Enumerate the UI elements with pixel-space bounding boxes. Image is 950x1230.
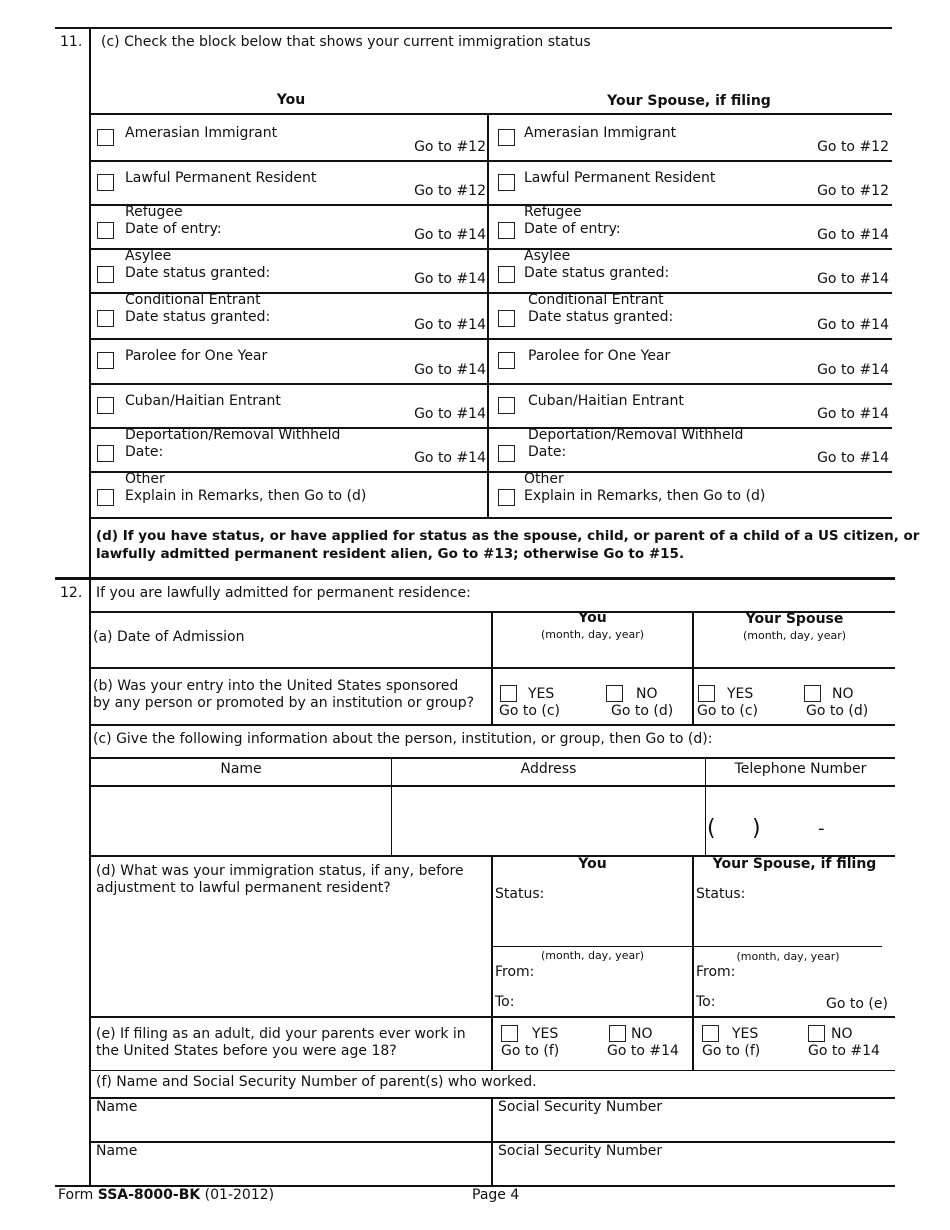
q12-number: 12. (60, 585, 83, 601)
status-option-label: Cuban/Haitian Entrant (528, 393, 684, 409)
q12b-you-no-label: NO (636, 686, 658, 702)
status-option-label: Asylee (125, 248, 172, 264)
col-header-you: You (276, 92, 306, 108)
q12b-you-yes-goto: Go to (c) (499, 703, 560, 719)
status-option-goto: Go to #12 (817, 139, 889, 155)
q11c-instruction: (c) Check the block below that shows your current immigration status (101, 34, 591, 50)
status-option-you-1[interactable] (91, 160, 487, 204)
status-option-goto: Go to #14 (414, 406, 486, 422)
q12a-you-hint: (month, day, year) (540, 628, 645, 641)
status-option-label: Deportation/Removal Withheld (528, 427, 744, 443)
status-option-you-5[interactable] (91, 338, 487, 383)
status-option-sublabel: Date of entry: (125, 221, 222, 237)
status-checkbox-spouse-5[interactable] (498, 352, 515, 369)
q12d-you-from-label: From: (495, 964, 535, 980)
q12b-spouse-no-goto: Go to (d) (806, 703, 869, 719)
status-option-goto: Go to #12 (817, 183, 889, 199)
page-number: Page 4 (472, 1187, 520, 1203)
q12d-goto-e: Go to (e) (826, 996, 888, 1012)
status-option-sublabel: Explain in Remarks, then Go to (d) (125, 488, 367, 504)
status-option-label: Amerasian Immigrant (125, 125, 278, 141)
q12b-spouse-yes-label: YES (727, 686, 754, 702)
q12b-you-yes-label: YES (528, 686, 555, 702)
q12d-line1: (d) What was your immigration status, if any, before (96, 863, 464, 879)
q12c-label: (c) Give the following information about the person, institution, or group, then Go to (d): (93, 731, 713, 747)
q12f-ssn1-field[interactable] (494, 1116, 894, 1140)
status-option-goto: Go to #14 (414, 450, 486, 466)
status-option-label: Parolee for One Year (528, 348, 671, 364)
q12d-spouse-from-label: From: (696, 964, 736, 980)
q12e-spouse-no-checkbox[interactable] (808, 1025, 825, 1042)
status-checkbox-spouse-0[interactable] (498, 129, 515, 146)
status-option-label: Deportation/Removal Withheld (125, 427, 341, 443)
q12b-you-no-checkbox[interactable] (606, 685, 623, 702)
status-option-spouse-1[interactable] (489, 160, 892, 204)
q12-intro: If you are lawfully admitted for permanent residence: (96, 585, 471, 601)
q12e-you-no-checkbox[interactable] (609, 1025, 626, 1042)
q12e-spouse-no-label: NO (831, 1026, 853, 1042)
q11d-line2: lawfully admitted permanent resident alien, Go to #13; otherwise Go to #15. (96, 546, 685, 562)
status-option-goto: Go to #14 (414, 317, 486, 333)
status-option-you-4[interactable] (91, 292, 487, 338)
status-option-sublabel: Date status granted: (125, 265, 271, 281)
status-option-you-7[interactable] (91, 427, 487, 471)
status-option-goto: Go to #14 (817, 450, 889, 466)
q12d-spouse-date-hint: (month, day, year) (736, 950, 840, 963)
q12d-you-to-label: To: (495, 994, 515, 1010)
status-option-spouse-6[interactable] (489, 383, 892, 427)
q12c-address-field[interactable] (393, 787, 704, 855)
status-checkbox-you-6[interactable] (97, 397, 114, 414)
q12b-spouse-yes-checkbox[interactable] (698, 685, 715, 702)
q12a-you-date-field[interactable] (493, 645, 692, 667)
status-checkbox-spouse-4[interactable] (498, 310, 515, 327)
status-option-label: Other (524, 471, 564, 487)
q12a-spouse-hint: (month, day, year) (742, 629, 847, 642)
q12f-name2-label: Name (96, 1143, 138, 1159)
q12d-spouse-header: Your Spouse, if filing (712, 856, 877, 872)
status-option-spouse-8[interactable] (489, 471, 892, 517)
status-option-label: Lawful Permanent Resident (125, 170, 317, 186)
q12d-you-from-field[interactable] (540, 962, 690, 982)
q12c-col-address: Address (520, 761, 577, 777)
status-option-spouse-3[interactable] (489, 248, 892, 292)
status-option-goto: Go to #12 (414, 183, 486, 199)
status-checkbox-spouse-1[interactable] (498, 174, 515, 191)
phone-open-paren: ( (707, 816, 716, 841)
status-option-you-8[interactable] (91, 471, 487, 517)
status-option-sublabel: Date status granted: (528, 309, 674, 325)
q12d-spouse-to-field[interactable] (720, 992, 820, 1012)
q12a-spouse-date-field[interactable] (694, 645, 895, 667)
status-option-spouse-4[interactable] (489, 292, 892, 338)
q12e-line1: (e) If filing as an adult, did your parents ever work in (96, 1026, 466, 1042)
q12b-spouse-no-checkbox[interactable] (804, 685, 821, 702)
status-checkbox-you-1[interactable] (97, 174, 114, 191)
q12e-spouse-yes-goto: Go to (f) (702, 1043, 761, 1059)
phone-close-paren: ) (752, 816, 761, 841)
status-option-goto: Go to #14 (817, 406, 889, 422)
q12c-name-field[interactable] (92, 787, 390, 855)
q12b-line2: by any person or promoted by an institution or group? (93, 695, 475, 711)
q12c-col-name: Name (220, 761, 262, 777)
q12f-name1-field[interactable] (92, 1116, 490, 1140)
status-option-label: Lawful Permanent Resident (524, 170, 716, 186)
form-footer (58, 1187, 274, 1204)
status-option-label: Other (125, 471, 165, 487)
status-checkbox-you-7[interactable] (97, 445, 114, 462)
q12f-ssn2-field[interactable] (494, 1160, 894, 1184)
q12e-you-yes-label: YES (532, 1026, 559, 1042)
status-option-sublabel: Explain in Remarks, then Go to (d) (524, 488, 766, 504)
form-id: SSA-8000-BK (97, 1187, 201, 1203)
status-option-label: Asylee (524, 248, 571, 264)
q12b-you-no-goto: Go to (d) (611, 703, 674, 719)
q12a-label: (a) Date of Admission (93, 629, 245, 645)
status-option-sublabel: Date status granted: (524, 265, 670, 281)
form-date: (01-2012) (204, 1187, 275, 1203)
status-checkbox-spouse-2[interactable] (498, 222, 515, 239)
status-option-you-3[interactable] (91, 248, 487, 292)
status-option-goto: Go to #14 (817, 362, 889, 378)
q12d-you-to-field[interactable] (520, 992, 690, 1012)
status-option-sublabel: Date of entry: (524, 221, 621, 237)
q12a-you-header: You (578, 610, 607, 626)
status-option-spouse-5[interactable] (489, 338, 892, 383)
form-prefix: Form (58, 1187, 94, 1203)
status-checkbox-you-4[interactable] (97, 310, 114, 327)
q12d-you-status-field[interactable] (550, 880, 690, 940)
status-option-goto: Go to #14 (817, 317, 889, 333)
q12e-line2: the United States before you were age 18? (96, 1043, 397, 1059)
status-option-goto: Go to #14 (414, 271, 486, 287)
status-option-spouse-2[interactable] (489, 204, 892, 248)
q11-number: 11. (60, 34, 83, 50)
q12d-spouse-to-label: To: (696, 994, 716, 1010)
q12d-you-status-label: Status: (495, 886, 545, 902)
status-checkbox-you-8[interactable] (97, 489, 114, 506)
q12f-ssn1-label: Social Security Number (498, 1099, 663, 1115)
status-option-label: Amerasian Immigrant (524, 125, 677, 141)
status-option-sublabel: Date: (528, 444, 567, 460)
q12e-you-yes-goto: Go to (f) (501, 1043, 560, 1059)
q12e-you-no-goto: Go to #14 (607, 1043, 679, 1059)
q12c-col-phone: Telephone Number (734, 761, 867, 777)
q12e-you-yes-checkbox[interactable] (501, 1025, 518, 1042)
q12d-you-date-hint: (month, day, year) (540, 949, 645, 962)
q12e-spouse-yes-label: YES (732, 1026, 759, 1042)
status-option-label: Refugee (524, 204, 582, 220)
status-checkbox-you-0[interactable] (97, 129, 114, 146)
q12d-spouse-status-field[interactable] (750, 880, 890, 940)
status-option-label: Conditional Entrant (528, 292, 664, 308)
q12d-spouse-from-field[interactable] (740, 962, 890, 982)
q12e-spouse-no-goto: Go to #14 (808, 1043, 880, 1059)
q12e-you-no-label: NO (631, 1026, 653, 1042)
q12f-ssn2-label: Social Security Number (498, 1143, 663, 1159)
status-option-you-6[interactable] (91, 383, 487, 427)
status-option-label: Refugee (125, 204, 183, 220)
q12d-line2: adjustment to lawful permanent resident? (96, 880, 391, 896)
q12f-name2-field[interactable] (92, 1160, 490, 1184)
status-option-sublabel: Date: (125, 444, 164, 460)
status-option-label: Cuban/Haitian Entrant (125, 393, 281, 409)
status-checkbox-spouse-7[interactable] (498, 445, 515, 462)
status-checkbox-spouse-6[interactable] (498, 397, 515, 414)
status-option-goto: Go to #14 (817, 271, 889, 287)
q12f-name1-label: Name (96, 1099, 138, 1115)
status-option-you-0[interactable] (91, 115, 487, 160)
status-option-sublabel: Date status granted: (125, 309, 271, 325)
q12f-label: (f) Name and Social Security Number of parent(s) who worked. (96, 1074, 537, 1090)
q12b-line1: (b) Was your entry into the United States sponsored (93, 678, 459, 694)
q12b-you-yes-checkbox[interactable] (500, 685, 517, 702)
phone-dash: - (818, 818, 825, 839)
status-option-you-2[interactable] (91, 204, 487, 248)
status-option-goto: Go to #14 (414, 362, 486, 378)
q11d-line1: (d) If you have status, or have applied for status as the spouse, child, or parent of a child of a US citizen, or (96, 528, 920, 544)
status-option-label: Conditional Entrant (125, 292, 261, 308)
q12e-spouse-yes-checkbox[interactable] (702, 1025, 719, 1042)
status-option-goto: Go to #12 (414, 139, 486, 155)
status-option-spouse-7[interactable] (489, 427, 892, 471)
q12b-spouse-yes-goto: Go to (c) (697, 703, 758, 719)
q12d-spouse-status-label: Status: (696, 886, 746, 902)
status-checkbox-you-3[interactable] (97, 266, 114, 283)
status-option-goto: Go to #14 (414, 227, 486, 243)
status-option-goto: Go to #14 (817, 227, 889, 243)
status-checkbox-you-5[interactable] (97, 352, 114, 369)
status-option-label: Parolee for One Year (125, 348, 268, 364)
status-checkbox-you-2[interactable] (97, 222, 114, 239)
q12c-phone-field[interactable] (707, 787, 895, 855)
q12a-spouse-header: Your Spouse (745, 611, 844, 627)
q12b-spouse-no-label: NO (832, 686, 854, 702)
col-header-spouse: Your Spouse, if filing (607, 93, 771, 109)
q12d-you-header: You (578, 856, 607, 872)
status-checkbox-spouse-3[interactable] (498, 266, 515, 283)
status-option-spouse-0[interactable] (489, 115, 892, 160)
status-checkbox-spouse-8[interactable] (498, 489, 515, 506)
